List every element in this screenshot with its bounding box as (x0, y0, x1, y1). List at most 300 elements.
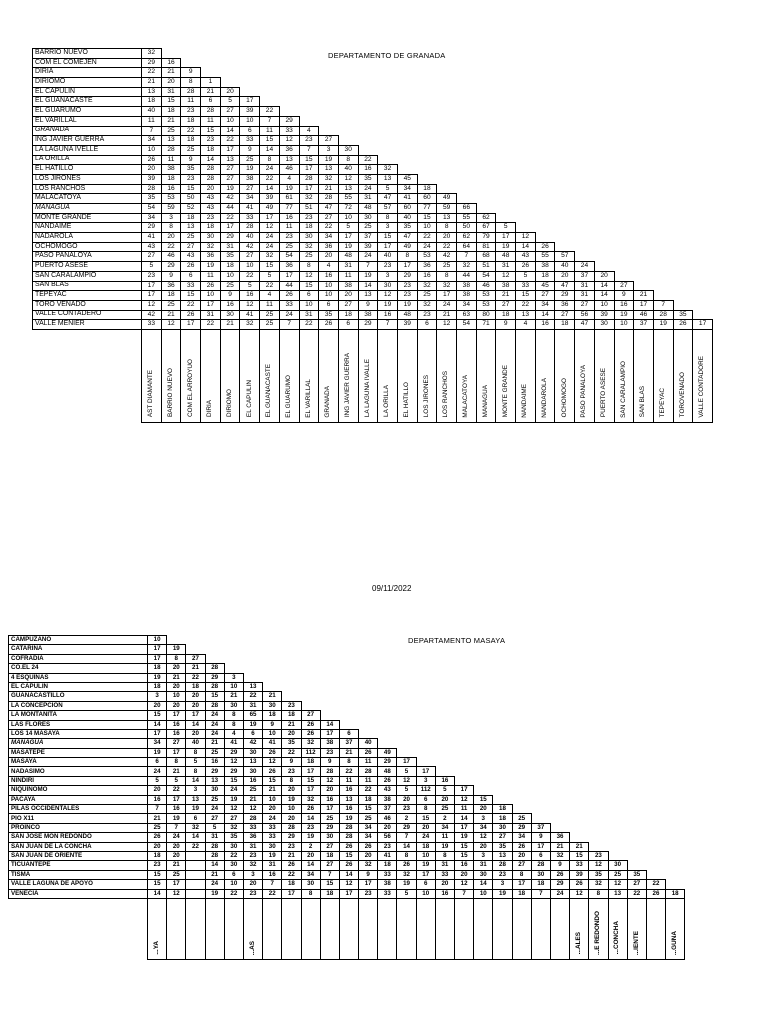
masaya-distance-cell: 8 (186, 748, 205, 757)
granada-distance-cell: 27 (319, 136, 339, 146)
granada-blank-cell (496, 155, 516, 165)
masaya-distance-cell: 32 (589, 880, 608, 889)
granada-table-row (33, 87, 713, 97)
masaya-distance-cell: 22 (627, 889, 646, 898)
masaya-blank-cell (474, 776, 493, 785)
granada-distance-cell: 34 (240, 194, 260, 204)
masaya-distance-cell: 3 (474, 814, 493, 823)
masaya-blank-cell (455, 682, 474, 691)
granada-blank-cell (457, 78, 477, 88)
granada-blank-cell (693, 49, 713, 59)
masaya-distance-cell: 17 (167, 795, 186, 804)
masaya-blank-cell (570, 682, 589, 691)
masaya-table-row (9, 786, 685, 795)
masaya-distance-cell: 14 (339, 870, 358, 879)
granada-distance-cell: 16 (319, 271, 339, 281)
masaya-row-label: LAS FLORES (9, 720, 148, 729)
granada-blank-cell (417, 78, 437, 88)
granada-blank-cell (634, 204, 654, 214)
granada-distance-cell: 11 (260, 126, 280, 136)
granada-blank-cell (358, 87, 378, 97)
granada-blank-cell (634, 252, 654, 262)
masaya-distance-cell: 12 (474, 833, 493, 842)
granada-distance-cell: 25 (181, 233, 201, 243)
granada-table-row (33, 320, 713, 330)
masaya-distance-cell: 32 (550, 851, 569, 860)
masaya-blank-cell (666, 833, 685, 842)
granada-blank-cell (516, 107, 536, 117)
masaya-blank-cell (608, 729, 627, 738)
masaya-blank-cell (301, 692, 320, 701)
granada-distance-cell: 34 (142, 136, 162, 146)
masaya-blank-cell (550, 720, 569, 729)
granada-blank-cell (575, 126, 595, 136)
masaya-distance-cell: 22 (224, 851, 243, 860)
masaya-blank-cell (224, 664, 243, 673)
masaya-distance-cell: 11 (455, 805, 474, 814)
masaya-blank-cell (435, 720, 454, 729)
granada-distance-cell: 33 (279, 300, 299, 310)
masaya-blank-cell (666, 805, 685, 814)
masaya-blank-cell (474, 739, 493, 748)
granada-blank-cell (614, 223, 634, 233)
granada-column-label: BARRIO NUEVO (166, 368, 174, 418)
masaya-blank-cell (589, 711, 608, 720)
granada-distance-cell: 5 (516, 271, 536, 281)
masaya-distance-cell: 21 (263, 786, 282, 795)
masaya-blank-cell (608, 645, 627, 654)
masaya-distance-cell: 16 (435, 776, 454, 785)
masaya-blank-cell (512, 654, 531, 663)
granada-blank-cell (535, 136, 555, 146)
masaya-blank-cell (646, 645, 665, 654)
masaya-blank-cell (493, 645, 512, 654)
masaya-blank-cell (493, 701, 512, 710)
granada-distance-cell: 20 (437, 233, 457, 243)
granada-blank-cell (457, 194, 477, 204)
granada-distance-cell: 10 (201, 291, 221, 301)
granada-blank-cell (496, 136, 516, 146)
masaya-table-row (9, 823, 685, 832)
masaya-distance-cell: 19 (416, 861, 435, 870)
masaya-blank-cell (531, 701, 550, 710)
granada-column-label: ING JAVIER GUERRA (344, 353, 352, 418)
masaya-blank-cell (397, 636, 416, 645)
granada-distance-cell: 35 (397, 223, 417, 233)
masaya-distance-cell: 32 (359, 861, 378, 870)
masaya-distance-cell: 28 (243, 814, 262, 823)
masaya-blank-cell (627, 842, 646, 851)
masaya-column-label: ...CONCHA (613, 921, 621, 955)
granada-column-label: AST DIAMANTE (147, 370, 155, 418)
masaya-blank-cell (359, 654, 378, 663)
granada-distance-cell: 9 (181, 155, 201, 165)
granada-distance-cell: 20 (161, 78, 181, 88)
granada-blank-cell (535, 233, 555, 243)
granada-distance-cell: 15 (299, 281, 319, 291)
granada-row-label: COM EL COMEJEN (33, 58, 142, 68)
granada-distance-cell: 13 (516, 310, 536, 320)
granada-distance-cell: 11 (181, 97, 201, 107)
granada-blank-cell (693, 233, 713, 243)
granada-distance-cell: 25 (299, 252, 319, 262)
granada-blank-cell (476, 126, 496, 136)
granada-distance-cell: 23 (142, 271, 162, 281)
granada-title: DEPARTAMENTO DE GRANADA (328, 51, 446, 60)
granada-column-label: LA LAGUNA IVALLE (363, 359, 371, 418)
granada-blank-cell (653, 68, 673, 78)
masaya-distance-cell: 18 (282, 711, 301, 720)
granada-table-row (33, 262, 713, 272)
granada-column-header (220, 329, 240, 422)
granada-distance-cell: 18 (161, 291, 181, 301)
granada-distance-cell: 16 (240, 291, 260, 301)
granada-distance-cell: 17 (181, 320, 201, 330)
masaya-distance-cell: 8 (167, 758, 186, 767)
masaya-blank-cell (301, 701, 320, 710)
masaya-distance-cell (186, 880, 205, 889)
masaya-blank-cell (455, 701, 474, 710)
masaya-distance-cell: 15 (474, 795, 493, 804)
granada-distance-cell: 66 (457, 204, 477, 214)
masaya-blank-cell (646, 701, 665, 710)
granada-distance-cell: 32 (299, 194, 319, 204)
masaya-distance-cell: 7 (148, 805, 167, 814)
granada-distance-cell: 46 (476, 281, 496, 291)
masaya-blank-cell (378, 636, 397, 645)
masaya-blank-cell (455, 729, 474, 738)
masaya-blank-cell (646, 739, 665, 748)
masaya-blank-cell (320, 673, 339, 682)
masaya-distance-cell: 15 (359, 805, 378, 814)
masaya-blank-cell (435, 645, 454, 654)
granada-distance-cell: 54 (142, 204, 162, 214)
granada-distance-cell: 35 (358, 174, 378, 184)
granada-distance-cell: 29 (142, 223, 162, 233)
masaya-distance-cell (186, 861, 205, 870)
masaya-blank-cell (455, 645, 474, 654)
masaya-blank-cell (608, 692, 627, 701)
granada-blank-cell (319, 97, 339, 107)
masaya-distance-cell: 33 (378, 889, 397, 898)
masaya-distance-cell: 17 (148, 654, 167, 663)
granada-blank-cell (279, 49, 299, 59)
masaya-blank-cell (666, 748, 685, 757)
masaya-blank-cell (435, 748, 454, 757)
masaya-blank-cell (627, 701, 646, 710)
masaya-blank-cell (666, 739, 685, 748)
masaya-blank-cell (493, 748, 512, 757)
masaya-blank-cell (627, 795, 646, 804)
granada-distance-cell: 11 (142, 116, 162, 126)
masaya-blank-cell (435, 664, 454, 673)
masaya-distance-cell: 16 (167, 729, 186, 738)
granada-blank-cell (476, 87, 496, 97)
masaya-blank-cell (570, 795, 589, 804)
granada-distance-cell: 5 (378, 184, 398, 194)
granada-blank-cell (555, 204, 575, 214)
masaya-blank-cell (589, 748, 608, 757)
masaya-distance-cell: 9 (550, 861, 569, 870)
granada-distance-cell: 16 (535, 320, 555, 330)
masaya-blank-cell (474, 758, 493, 767)
granada-distance-cell: 35 (142, 194, 162, 204)
masaya-table-row (9, 889, 685, 898)
granada-distance-cell: 17 (299, 165, 319, 175)
granada-column-header (457, 329, 477, 422)
granada-distance-cell: 23 (397, 291, 417, 301)
granada-distance-cell: 7 (299, 145, 319, 155)
granada-distance-cell: 17 (378, 242, 398, 252)
masaya-distance-cell: 17 (320, 729, 339, 738)
masaya-distance-cell: 19 (186, 805, 205, 814)
granada-distance-cell: 59 (437, 204, 457, 214)
granada-distance-cell: 49 (260, 204, 280, 214)
masaya-blank-cell (666, 880, 685, 889)
masaya-column-header (186, 898, 205, 959)
granada-blank-cell (299, 87, 319, 97)
granada-distance-cell: 7 (378, 320, 398, 330)
masaya-blank-cell (474, 748, 493, 757)
granada-blank-cell (614, 116, 634, 126)
masaya-blank-cell (205, 636, 224, 645)
granada-blank-cell (535, 223, 555, 233)
masaya-blank-cell (666, 870, 685, 879)
masaya-blank-cell (320, 701, 339, 710)
masaya-blank-cell (474, 692, 493, 701)
masaya-blank-cell (474, 701, 493, 710)
granada-column-header (260, 329, 280, 422)
masaya-blank-cell (531, 805, 550, 814)
masaya-distance-cell: 10 (224, 682, 243, 691)
masaya-blank-cell (512, 758, 531, 767)
masaya-distance-cell: 13 (608, 889, 627, 898)
masaya-distance-cell: 7 (263, 880, 282, 889)
masaya-blank-cell (493, 664, 512, 673)
masaya-blank-cell (435, 682, 454, 691)
granada-blank-cell (634, 281, 654, 291)
masaya-distance-cell: 27 (627, 880, 646, 889)
granada-distance-cell: 23 (181, 174, 201, 184)
masaya-distance-cell: 3 (224, 673, 243, 682)
masaya-distance-cell: 29 (550, 880, 569, 889)
masaya-blank-cell (608, 795, 627, 804)
masaya-distance-cell: 17 (359, 880, 378, 889)
masaya-blank-cell (493, 786, 512, 795)
granada-distance-cell: 30 (358, 213, 378, 223)
granada-blank-cell (417, 155, 437, 165)
masaya-distance-cell: 21 (205, 870, 224, 879)
masaya-distance-cell: 14 (301, 814, 320, 823)
granada-distance-cell: 12 (142, 300, 162, 310)
masaya-blank-cell (416, 636, 435, 645)
masaya-distance-cell: 21 (167, 861, 186, 870)
masaya-distance-cell: 17 (320, 805, 339, 814)
masaya-blank-cell (512, 682, 531, 691)
masaya-distance-cell: 20 (263, 805, 282, 814)
masaya-distance-cell: 6 (186, 814, 205, 823)
granada-distance-cell: 24 (358, 184, 378, 194)
masaya-distance-cell: 29 (205, 673, 224, 682)
masaya-blank-cell (608, 851, 627, 860)
granada-table-row (33, 233, 713, 243)
granada-blank-cell (516, 68, 536, 78)
masaya-distance-cell: 19 (263, 851, 282, 860)
masaya-distance-cell: 3 (148, 692, 167, 701)
masaya-blank-cell (646, 636, 665, 645)
granada-blank-cell (279, 78, 299, 88)
masaya-blank-cell (474, 645, 493, 654)
granada-distance-cell: 26 (201, 281, 221, 291)
granada-distance-cell: 20 (201, 184, 221, 194)
granada-distance-cell: 40 (378, 252, 398, 262)
granada-distance-cell: 29 (358, 320, 378, 330)
granada-distance-cell: 24 (260, 165, 280, 175)
granada-distance-cell: 7 (358, 262, 378, 272)
granada-blank-cell (614, 136, 634, 146)
granada-blank-cell (653, 262, 673, 272)
granada-blank-cell (634, 97, 654, 107)
granada-blank-cell (437, 116, 457, 126)
granada-blank-cell (279, 87, 299, 97)
masaya-distance-cell: 33 (435, 870, 454, 879)
granada-blank-cell (516, 58, 536, 68)
masaya-distance-cell: 35 (282, 739, 301, 748)
masaya-distance-cell: 26 (263, 748, 282, 757)
granada-distance-cell: 26 (535, 242, 555, 252)
masaya-blank-cell (435, 654, 454, 663)
granada-distance-cell: 5 (260, 271, 280, 281)
masaya-row-label: MANAGUA (9, 739, 148, 748)
masaya-distance-cell: 23 (378, 842, 397, 851)
granada-blank-cell (693, 126, 713, 136)
granada-column-label: MONTE GRANDE (501, 365, 509, 418)
masaya-table-row (9, 767, 685, 776)
masaya-distance-cell: 28 (493, 861, 512, 870)
granada-distance-cell: 71 (476, 320, 496, 330)
granada-distance-cell: 39 (397, 320, 417, 330)
masaya-distance-cell: 24 (205, 720, 224, 729)
masaya-blank-cell (627, 654, 646, 663)
granada-distance-cell: 25 (279, 242, 299, 252)
granada-blank-cell (614, 68, 634, 78)
masaya-column-header (435, 898, 454, 959)
granada-distance-cell: 33 (240, 213, 260, 223)
masaya-distance-cell: 30 (205, 786, 224, 795)
masaya-blank-cell (531, 729, 550, 738)
granada-blank-cell (653, 165, 673, 175)
masaya-distance-cell: 19 (148, 673, 167, 682)
masaya-distance-cell: 20 (378, 823, 397, 832)
granada-row-label: PUERTO ASESE (33, 262, 142, 272)
granada-distance-cell: 34 (457, 300, 477, 310)
masaya-distance-cell: 20 (167, 664, 186, 673)
granada-table-row (33, 281, 713, 291)
granada-row-label: TORO VENADO (33, 300, 142, 310)
masaya-column-label: ...YA (152, 941, 160, 955)
masaya-distance-cell: 10 (416, 889, 435, 898)
masaya-distance-cell: 25 (205, 748, 224, 757)
granada-distance-cell: 12 (338, 174, 358, 184)
masaya-blank-cell (493, 767, 512, 776)
granada-blank-cell (575, 116, 595, 126)
masaya-distance-cell: 16 (205, 758, 224, 767)
granada-distance-cell: 49 (437, 194, 457, 204)
masaya-distance-cell: 26 (301, 805, 320, 814)
masaya-distance-cell: 23 (301, 823, 320, 832)
granada-column-label: EL GUANACASTE (265, 363, 273, 418)
masaya-distance-cell: 12 (224, 758, 243, 767)
masaya-row-label: PIO X11 (9, 814, 148, 823)
granada-table-row (33, 300, 713, 310)
granada-distance-cell: 32 (201, 242, 221, 252)
granada-distance-cell: 47 (319, 204, 339, 214)
masaya-distance-cell: 17 (301, 786, 320, 795)
granada-distance-cell: 17 (142, 281, 162, 291)
masaya-blank-cell (474, 673, 493, 682)
granada-distance-cell: 38 (457, 281, 477, 291)
granada-distance-cell: 13 (181, 223, 201, 233)
granada-blank-cell (240, 78, 260, 88)
masaya-row-label: SAN JOSE MON REDONDO (9, 833, 148, 842)
masaya-distance-cell: 22 (646, 880, 665, 889)
masaya-header-corner (9, 898, 148, 959)
masaya-distance-cell: 32 (224, 823, 243, 832)
granada-distance-cell: 51 (299, 204, 319, 214)
masaya-blank-cell (531, 692, 550, 701)
masaya-blank-cell (531, 664, 550, 673)
masaya-distance-cell: 6 (416, 880, 435, 889)
granada-blank-cell (378, 87, 398, 97)
granada-row-label: EL GUARUMO (33, 107, 142, 117)
masaya-blank-cell (359, 636, 378, 645)
masaya-distance-cell: 36 (243, 833, 262, 842)
granada-column-label: SAN CARALAMPIO (619, 360, 627, 418)
masaya-blank-cell (666, 701, 685, 710)
masaya-distance-cell: 24 (550, 889, 569, 898)
granada-distance-cell: 20 (319, 252, 339, 262)
granada-table-row (33, 213, 713, 223)
masaya-blank-cell (666, 711, 685, 720)
granada-distance-cell: 31 (496, 262, 516, 272)
granada-blank-cell (240, 68, 260, 78)
granada-distance-cell: 37 (358, 233, 378, 243)
granada-blank-cell (397, 126, 417, 136)
masaya-blank-cell (589, 842, 608, 851)
granada-blank-cell (260, 87, 280, 97)
granada-blank-cell (535, 107, 555, 117)
masaya-blank-cell (378, 673, 397, 682)
granada-blank-cell (653, 78, 673, 88)
masaya-distance-cell: 3 (243, 870, 262, 879)
masaya-column-header (301, 898, 320, 959)
masaya-distance-cell: 15 (148, 880, 167, 889)
granada-blank-cell (634, 165, 654, 175)
granada-distance-cell: 32 (437, 281, 457, 291)
granada-blank-cell (457, 107, 477, 117)
granada-table-row (33, 194, 713, 204)
masaya-blank-cell (550, 739, 569, 748)
masaya-blank-cell (666, 654, 685, 663)
granada-blank-cell (496, 204, 516, 214)
granada-blank-cell (457, 68, 477, 78)
masaya-blank-cell (608, 664, 627, 673)
masaya-blank-cell (455, 711, 474, 720)
granada-blank-cell (594, 78, 614, 88)
granada-distance-cell: 13 (319, 165, 339, 175)
masaya-distance-cell: 21 (339, 748, 358, 757)
masaya-distance-cell: 22 (282, 870, 301, 879)
